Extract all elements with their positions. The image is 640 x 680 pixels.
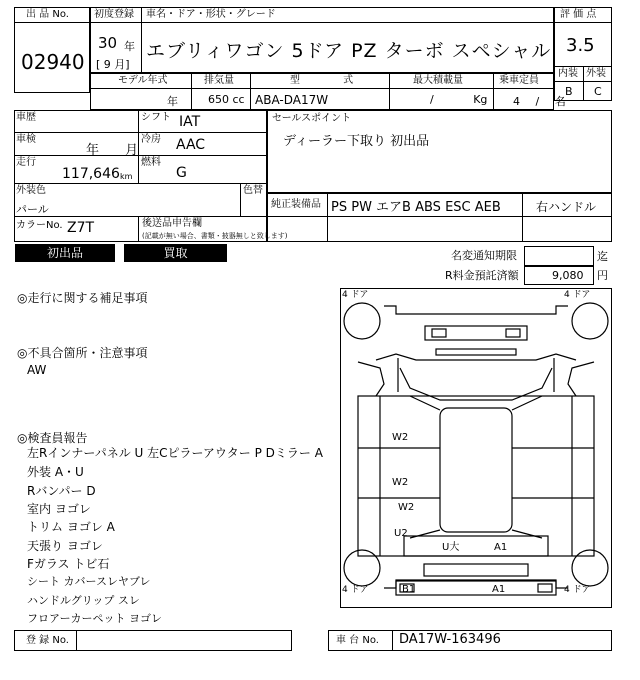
- damage-mark: W2: [392, 432, 409, 443]
- first-reg-year: 30: [98, 34, 118, 52]
- interior-grade: B: [565, 85, 573, 98]
- car-name: エブリィワゴン 5ドア PZ ターボ スペシャル: [146, 40, 552, 62]
- damage-mark: W2: [398, 502, 415, 513]
- fuel-label: 燃料: [141, 157, 161, 168]
- chassis-label: 車 台 No.: [336, 635, 379, 646]
- running-heading: ◎走行に関する補足事項: [17, 291, 148, 305]
- model-label: 型 式: [290, 75, 354, 86]
- inspector-item: 天張り ヨゴレ: [27, 539, 103, 553]
- inspector-item: 外装 A・U: [27, 465, 84, 479]
- model-year-label: モデル年式: [118, 75, 168, 86]
- inspector-item: トリム ヨゴレ A: [27, 520, 115, 534]
- name-change-label: 名変通知期限: [451, 249, 517, 262]
- mileage-label: 走行: [16, 157, 36, 168]
- damage-mark: A1: [494, 542, 508, 553]
- shift-value: IAT: [179, 114, 201, 130]
- exhibit-no-label: 出 品 No.: [26, 9, 69, 20]
- first-listing-badge: 初出品: [15, 244, 115, 262]
- ac-label: 冷房: [141, 134, 161, 145]
- interior-label: 内装: [558, 68, 578, 79]
- first-reg-month: [ 9 月]: [96, 58, 130, 71]
- displacement-label: 排気量: [204, 75, 234, 86]
- history-label: 車歴: [16, 112, 36, 123]
- displacement: 650 cc: [208, 93, 245, 106]
- first-reg-label: 初度登録: [94, 9, 134, 20]
- inspector-item: 左Rインナーパネル U 左Cピラーアウター P Dミラー A: [27, 446, 323, 460]
- exterior-color-value: パール: [16, 203, 49, 216]
- inspector-item: フロアーカーペット ヨゴレ: [27, 612, 162, 625]
- recycle-unit: 円: [597, 269, 608, 282]
- recycle-value: 9,080: [552, 269, 584, 282]
- score-label: 評 価 点: [560, 9, 597, 20]
- inspector-item: 室内 ヨゴレ: [27, 502, 91, 516]
- name-change-box: [524, 246, 594, 266]
- door-tag-fl: 4 ドア: [342, 290, 369, 300]
- purchase-badge: 買取: [124, 244, 227, 262]
- reg-no-label: 登 録 No.: [26, 635, 69, 646]
- fuel-value: G: [176, 165, 187, 181]
- sales-point: ディーラー下取り 初出品: [283, 134, 430, 149]
- first-reg-year-unit: 年: [124, 40, 135, 53]
- name-change-unit: 迄: [597, 250, 608, 263]
- door-tag-rl: 4 ドア: [342, 585, 369, 595]
- color-no-value: Z7T: [67, 220, 95, 236]
- max-load: / Kg: [430, 93, 488, 106]
- color-change-label: 色替: [243, 185, 263, 196]
- inspector-item: シート カバースレヤブレ: [27, 575, 151, 588]
- post-docs-note: (記載が無い場合、書類・披器無しと致します): [142, 232, 288, 240]
- damage-mark: W2: [392, 477, 409, 488]
- shift-label: シフト: [141, 112, 171, 123]
- equipment-list: PS PW エアB ABS ESC AEB: [331, 200, 501, 215]
- exhibit-no: 02940: [21, 50, 85, 74]
- inspector-item: Fガラス トビ石: [27, 557, 110, 571]
- model-code: ABA-DA17W: [255, 93, 329, 107]
- capacity-label: 乗車定員: [499, 75, 539, 86]
- steering-side: 右ハンドル: [536, 200, 597, 214]
- defect-item: AW: [27, 363, 47, 377]
- damage-mark: U大: [442, 542, 460, 553]
- ac-value: AAC: [176, 137, 206, 153]
- exterior-grade: C: [594, 85, 602, 98]
- inspection-label: 車検: [16, 134, 36, 145]
- post-docs-label: 後送品申告欄: [142, 218, 202, 229]
- max-load-label: 最大積載量: [413, 75, 463, 86]
- damage-mark: A1: [492, 584, 506, 595]
- damage-mark: B1: [402, 584, 416, 595]
- chassis-no: DA17W-163496: [399, 632, 501, 647]
- mileage-unit: km: [120, 172, 133, 181]
- recycle-label: R料金預託済額: [445, 269, 519, 282]
- door-tag-rr: 4 ドア: [564, 585, 591, 595]
- inspector-item: Rバンパー D: [27, 484, 96, 498]
- mileage-value: 117,646: [62, 166, 120, 182]
- equipment-label: 純正装備品: [271, 199, 321, 210]
- inspection-value: 年 月: [86, 143, 139, 158]
- exterior-label: 外装: [586, 68, 606, 79]
- score-value: 3.5: [566, 35, 595, 56]
- inspector-item: ハンドルグリップ スレ: [27, 594, 140, 607]
- model-year-unit: 年: [167, 95, 178, 108]
- exterior-color-label: 外装色: [16, 185, 46, 196]
- defect-heading: ◎不具合箇所・注意事項: [17, 346, 148, 360]
- car-name-label: 車名・ドア・形状・グレード: [146, 9, 276, 20]
- sales-point-label: セールスポイント: [272, 113, 352, 124]
- inspector-heading: ◎検査員報告: [17, 431, 88, 445]
- door-tag-fr: 4 ドア: [564, 290, 591, 300]
- color-no-label: カラーNo.: [16, 220, 63, 231]
- capacity: 4 / 名: [513, 95, 566, 108]
- car-diagram: [340, 288, 612, 608]
- damage-mark: U2: [394, 528, 408, 539]
